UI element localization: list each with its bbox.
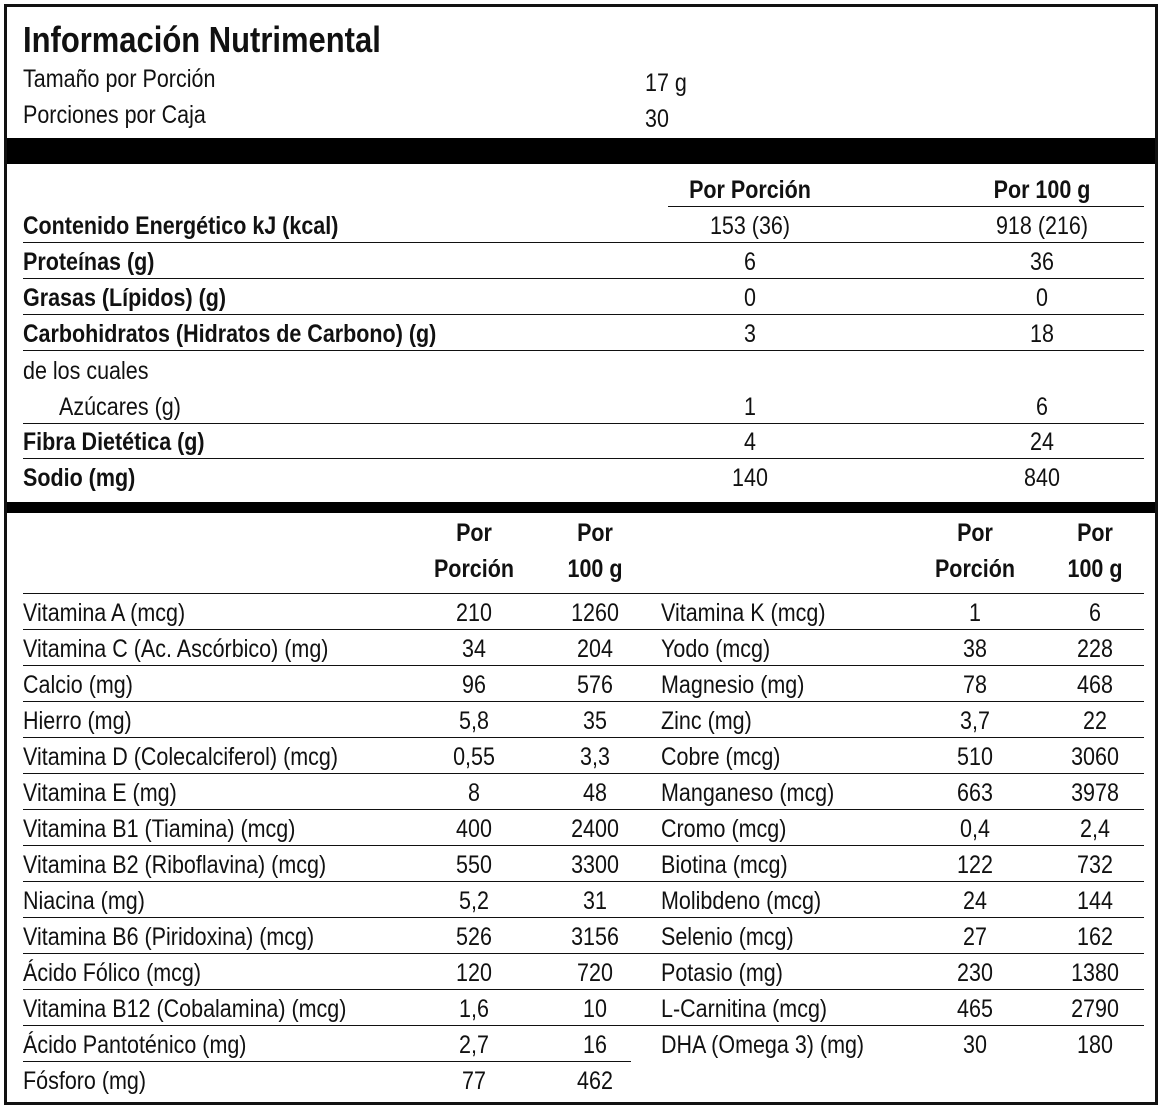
value-per-100g: 3300 (571, 851, 619, 879)
value-per-100g: 162 (1077, 923, 1113, 951)
value-per-portion: 1 (969, 599, 981, 627)
value-per-portion: 78 (963, 671, 987, 699)
value-per-100g: 1260 (571, 599, 619, 627)
col-header-per-portion: Por Porción (689, 176, 811, 204)
value-per-portion: 4 (744, 428, 756, 456)
thick-divider-middle (7, 502, 1155, 513)
value-per-portion: 27 (963, 923, 987, 951)
nutrient-label: de los cuales (23, 357, 149, 385)
value-per-portion: 0,4 (960, 815, 990, 843)
value-per-portion: 120 (456, 959, 492, 987)
value-per-portion: 210 (456, 599, 492, 627)
col-header-por: Por (456, 519, 492, 547)
row-divider (23, 953, 1144, 954)
row-divider (23, 809, 1144, 810)
value-per-portion: 510 (957, 743, 993, 771)
value-per-100g: 10 (583, 995, 607, 1023)
value-per-portion: 526 (456, 923, 492, 951)
value-per-100g: 22 (1083, 707, 1107, 735)
micronutrient-label: Calcio (mg) (23, 671, 133, 699)
nutrient-label: Azúcares (g) (59, 393, 181, 421)
micronutrient-label: Cobre (mcg) (661, 743, 781, 771)
nutrient-label: Carbohidratos (Hidratos de Carbono) (g) (23, 320, 437, 348)
value-per-portion: 153 (36) (709, 212, 791, 240)
value-per-100g: 732 (1077, 851, 1113, 879)
row-divider (23, 881, 1144, 882)
value-per-portion: 6 (744, 248, 756, 276)
value-per-100g: 2400 (571, 815, 619, 843)
value-per-100g: 6 (1036, 393, 1048, 421)
value-per-100g: 180 (1077, 1031, 1113, 1059)
servings-count-value: 30 (645, 105, 669, 133)
value-per-portion: 400 (456, 815, 492, 843)
col-header-por: Por (1077, 519, 1113, 547)
value-per-100g: 18 (1030, 320, 1054, 348)
value-per-portion: 122 (957, 851, 993, 879)
value-per-portion: 96 (462, 671, 486, 699)
value-per-100g: 720 (577, 959, 613, 987)
micronutrient-label: Vitamina D (Colecalciferol) (mcg) (23, 743, 339, 771)
label-title: Información Nutrimental (23, 19, 381, 60)
micronutrient-label: Niacina (mg) (23, 887, 145, 915)
value-per-portion: 2,7 (459, 1031, 489, 1059)
row-divider (23, 989, 1144, 990)
col-header-porcion: Porción (433, 555, 515, 583)
value-per-100g: 144 (1077, 887, 1113, 915)
col-header-per-100g: Por 100 g (993, 176, 1091, 204)
row-divider (23, 845, 1144, 846)
row-divider (23, 350, 1144, 351)
row-divider (23, 314, 1144, 315)
micronutrient-label: Fósforo (mg) (23, 1067, 147, 1095)
nutrient-label: Grasas (Lípidos) (g) (23, 284, 227, 312)
micronutrient-label: Manganeso (mcg) (661, 779, 835, 807)
value-per-100g: 2790 (1071, 995, 1119, 1023)
value-per-100g: 36 (1030, 248, 1054, 276)
value-per-100g: 228 (1077, 635, 1113, 663)
value-per-portion: 0 (744, 284, 756, 312)
servings-count-label: Porciones por Caja (23, 101, 206, 129)
micronutrient-label: Ácido Fólico (mcg) (23, 959, 202, 987)
value-per-100g: 3156 (571, 923, 619, 951)
micronutrient-label: Vitamina K (mcg) (661, 599, 826, 627)
micronutrient-label: Vitamina B12 (Cobalamina) (mcg) (23, 995, 347, 1023)
row-divider (23, 458, 1144, 459)
value-per-100g: 462 (577, 1067, 613, 1095)
value-per-100g: 1380 (1071, 959, 1119, 987)
value-per-portion: 30 (963, 1031, 987, 1059)
value-per-portion: 1,6 (459, 995, 489, 1023)
value-per-100g: 0 (1036, 284, 1048, 312)
value-per-100g: 3,3 (580, 743, 610, 771)
value-per-100g: 31 (583, 887, 607, 915)
micro-header-divider (23, 593, 1144, 594)
micronutrient-label: Vitamina B6 (Piridoxina) (mcg) (23, 923, 315, 951)
col-header-100g: 100 g (1067, 555, 1123, 583)
micronutrient-label: Potasio (mg) (661, 959, 783, 987)
micronutrient-label: DHA (Omega 3) (mg) (661, 1031, 865, 1059)
value-per-100g: 16 (583, 1031, 607, 1059)
micronutrient-label: Yodo (mcg) (661, 635, 771, 663)
micronutrient-label: Cromo (mcg) (661, 815, 787, 843)
serving-size-label: Tamaño por Porción (23, 65, 216, 93)
row-divider (23, 665, 1144, 666)
nutrient-label: Sodio (mg) (23, 464, 136, 492)
row-divider (23, 423, 1144, 424)
micronutrient-label: Vitamina A (mcg) (23, 599, 186, 627)
col-header-porcion: Porción (934, 555, 1016, 583)
micronutrient-label: Hierro (mg) (23, 707, 132, 735)
value-per-100g: 3978 (1071, 779, 1119, 807)
value-per-100g: 35 (583, 707, 607, 735)
col-header-por: Por (577, 519, 613, 547)
value-per-100g: 24 (1030, 428, 1054, 456)
value-per-portion: 5,2 (459, 887, 489, 915)
value-per-portion: 0,55 (453, 743, 495, 771)
value-per-portion: 1 (744, 393, 756, 421)
micronutrient-label: Vitamina C (Ac. Ascórbico) (mg) (23, 635, 329, 663)
value-per-portion: 663 (957, 779, 993, 807)
micronutrient-label: Ácido Pantoténico (mg) (23, 1031, 247, 1059)
row-divider (23, 917, 1144, 918)
row-divider (23, 242, 1144, 243)
row-divider (23, 1061, 631, 1062)
value-per-portion: 230 (957, 959, 993, 987)
micronutrient-label: Vitamina E (mg) (23, 779, 177, 807)
nutrient-label: Contenido Energético kJ (kcal) (23, 212, 339, 240)
micronutrient-label: L-Carnitina (mcg) (661, 995, 828, 1023)
value-per-portion: 140 (732, 464, 768, 492)
thick-divider-top (7, 138, 1155, 164)
row-divider (23, 773, 1144, 774)
value-per-100g: 6 (1089, 599, 1101, 627)
micronutrient-label: Vitamina B2 (Riboflavina) (mcg) (23, 851, 327, 879)
nutrient-label: Proteínas (g) (23, 248, 155, 276)
header-divider (668, 206, 1144, 207)
value-per-portion: 77 (462, 1067, 486, 1095)
value-per-portion: 38 (963, 635, 987, 663)
value-per-portion: 5,8 (459, 707, 489, 735)
micronutrient-label: Selenio (mcg) (661, 923, 794, 951)
micronutrient-label: Magnesio (mg) (661, 671, 805, 699)
value-per-100g: 204 (577, 635, 613, 663)
row-divider (23, 278, 1144, 279)
row-divider (23, 1025, 1144, 1026)
col-header-100g: 100 g (567, 555, 623, 583)
col-header-por: Por (957, 519, 993, 547)
row-divider (23, 701, 1144, 702)
value-per-portion: 465 (957, 995, 993, 1023)
value-per-portion: 550 (456, 851, 492, 879)
micronutrient-label: Zinc (mg) (661, 707, 752, 735)
serving-size-value: 17 g (645, 69, 687, 97)
value-per-portion: 3 (744, 320, 756, 348)
value-per-100g: 3060 (1071, 743, 1119, 771)
value-per-100g: 840 (1024, 464, 1060, 492)
row-divider (23, 737, 1144, 738)
value-per-100g: 468 (1077, 671, 1113, 699)
nutrient-label: Fibra Dietética (g) (23, 428, 205, 456)
value-per-100g: 576 (577, 671, 613, 699)
micronutrient-label: Molibdeno (mcg) (661, 887, 822, 915)
value-per-portion: 34 (462, 635, 486, 663)
value-per-100g: 918 (216) (995, 212, 1089, 240)
value-per-portion: 8 (468, 779, 480, 807)
micronutrient-label: Vitamina B1 (Tiamina) (mcg) (23, 815, 296, 843)
nutrition-facts-label (4, 4, 1158, 1105)
row-divider (23, 629, 1144, 630)
value-per-portion: 24 (963, 887, 987, 915)
micronutrient-label: Biotina (mcg) (661, 851, 788, 879)
value-per-100g: 2,4 (1080, 815, 1110, 843)
value-per-100g: 48 (583, 779, 607, 807)
value-per-portion: 3,7 (960, 707, 990, 735)
